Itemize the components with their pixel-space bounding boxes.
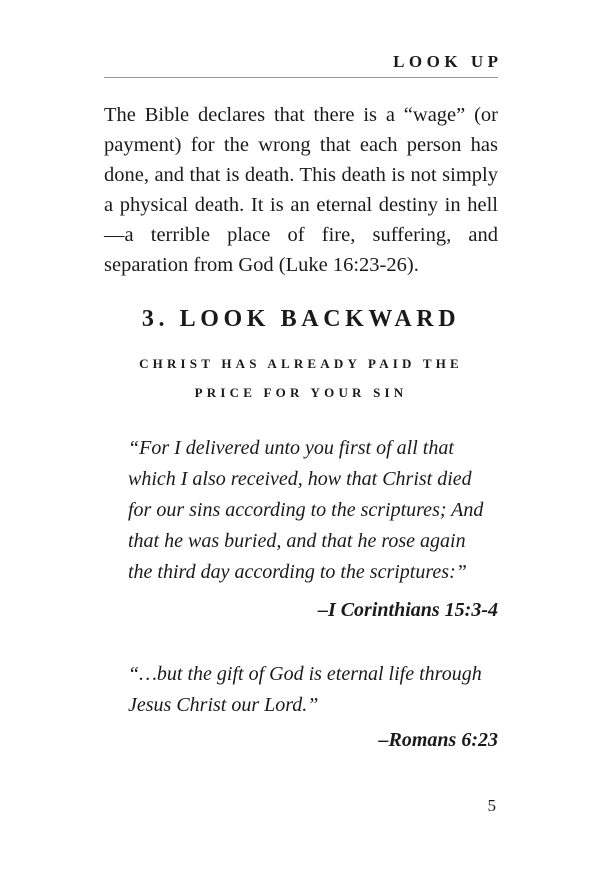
quote-line: Jesus Christ our Lord.” [128,694,319,716]
scripture-quote [128,433,484,588]
scripture-quote [128,659,482,721]
quote-line: “…but the gift of God is eternal life through [128,663,482,685]
quote-line: which I also received, how that Christ died [128,468,472,490]
quote-citation: –Romans 6:23 [378,729,498,751]
quote-citation: –I Corinthians 15:3-4 [317,599,498,621]
section-title: 3. LOOK BACKWARD [141,306,461,332]
section-subtitle [104,349,498,407]
header-rule [104,77,498,78]
subtitle-line: PRICE FOR YOUR SIN [194,385,408,400]
quote-line: that he was buried, and that he rose again [128,530,466,552]
quote-line: for our sins according to the scriptures; And [128,499,484,521]
body-paragraph: The Bible declares that there is a “wage” (or payment) for the wrong that each person has done, and that is death. This death is not simply a physical death. It is an eternal destiny in hell—a terrible place of fire, suffering, and separation from God (Luke 16:23-26). [104,104,498,276]
quote-line: the third day according to the scriptures:” [128,561,467,583]
quote-line: “For I delivered unto you first of all that [128,437,454,459]
page-number: 5 [487,796,496,815]
subtitle-line: CHRIST HAS ALREADY PAID THE [139,356,463,371]
running-head: LOOK UP [393,52,503,71]
